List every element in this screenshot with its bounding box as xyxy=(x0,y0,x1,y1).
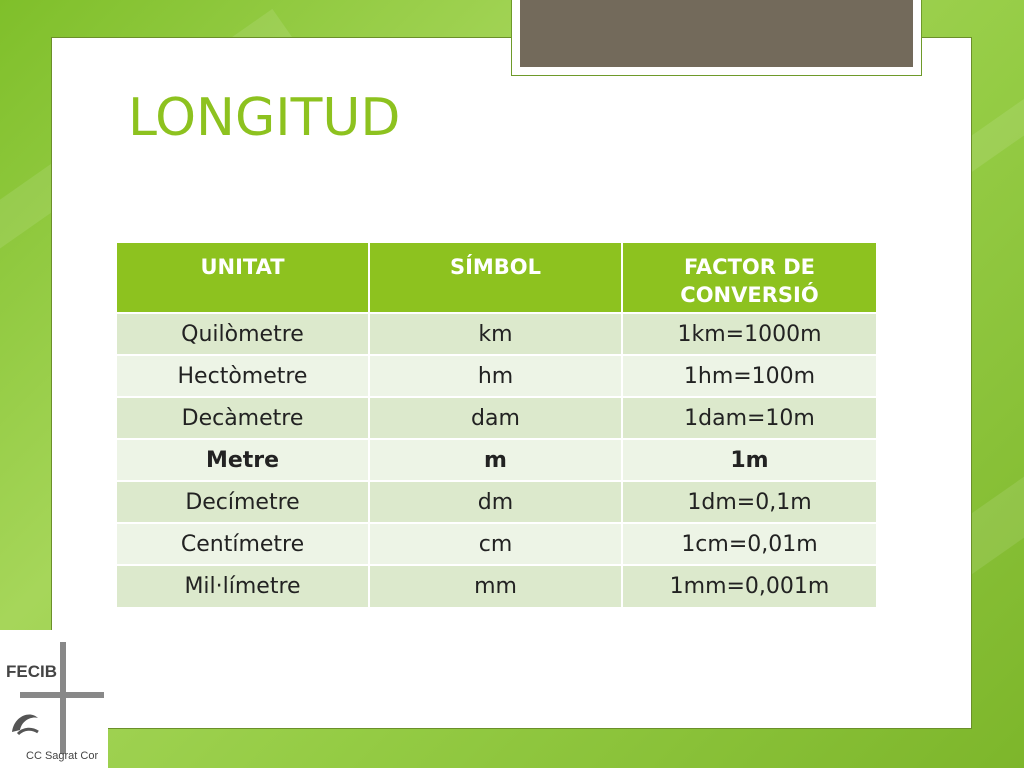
fecib-logo xyxy=(0,630,108,768)
cell-unit: Centímetre xyxy=(117,523,369,565)
cell-factor: 1dm=0,1m xyxy=(622,481,876,523)
photo-frame xyxy=(511,0,922,76)
cell-factor: 1m xyxy=(622,439,876,481)
logo-cross-horizontal xyxy=(20,692,104,698)
cell-unit: Decàmetre xyxy=(117,397,369,439)
units-table xyxy=(117,243,876,607)
school-emblem-icon xyxy=(8,706,42,740)
slide-title: LONGITUD xyxy=(128,88,401,148)
cell-unit: Mil·límetre xyxy=(117,565,369,607)
table-row xyxy=(117,355,876,397)
table-header-row xyxy=(117,243,876,313)
cell-unit: Hectòmetre xyxy=(117,355,369,397)
cell-factor: 1km=1000m xyxy=(622,313,876,355)
table-row xyxy=(117,439,876,481)
slide-photo xyxy=(520,0,913,67)
table-row xyxy=(117,523,876,565)
cell-symbol: cm xyxy=(369,523,622,565)
header-symbol: SÍMBOL xyxy=(369,243,622,313)
cell-symbol: m xyxy=(369,439,622,481)
cell-unit: Decímetre xyxy=(117,481,369,523)
table-row xyxy=(117,481,876,523)
header-unit: UNITAT xyxy=(117,243,369,313)
cell-symbol: dam xyxy=(369,397,622,439)
table-row xyxy=(117,313,876,355)
cell-unit: Quilòmetre xyxy=(117,313,369,355)
header-factor: FACTOR DE CONVERSIÓ xyxy=(622,243,876,313)
cell-unit: Metre xyxy=(117,439,369,481)
cell-symbol: mm xyxy=(369,565,622,607)
cell-symbol: hm xyxy=(369,355,622,397)
logo-cross-vertical xyxy=(60,642,66,754)
cell-factor: 1cm=0,01m xyxy=(622,523,876,565)
cell-factor: 1dam=10m xyxy=(622,397,876,439)
cell-factor: 1mm=0,001m xyxy=(622,565,876,607)
cell-factor: 1hm=100m xyxy=(622,355,876,397)
cell-symbol: km xyxy=(369,313,622,355)
table-row xyxy=(117,397,876,439)
logo-name: FECIB xyxy=(6,662,57,681)
logo-caption: CC Sagrat Cor xyxy=(26,750,99,762)
table-row xyxy=(117,565,876,607)
cell-symbol: dm xyxy=(369,481,622,523)
